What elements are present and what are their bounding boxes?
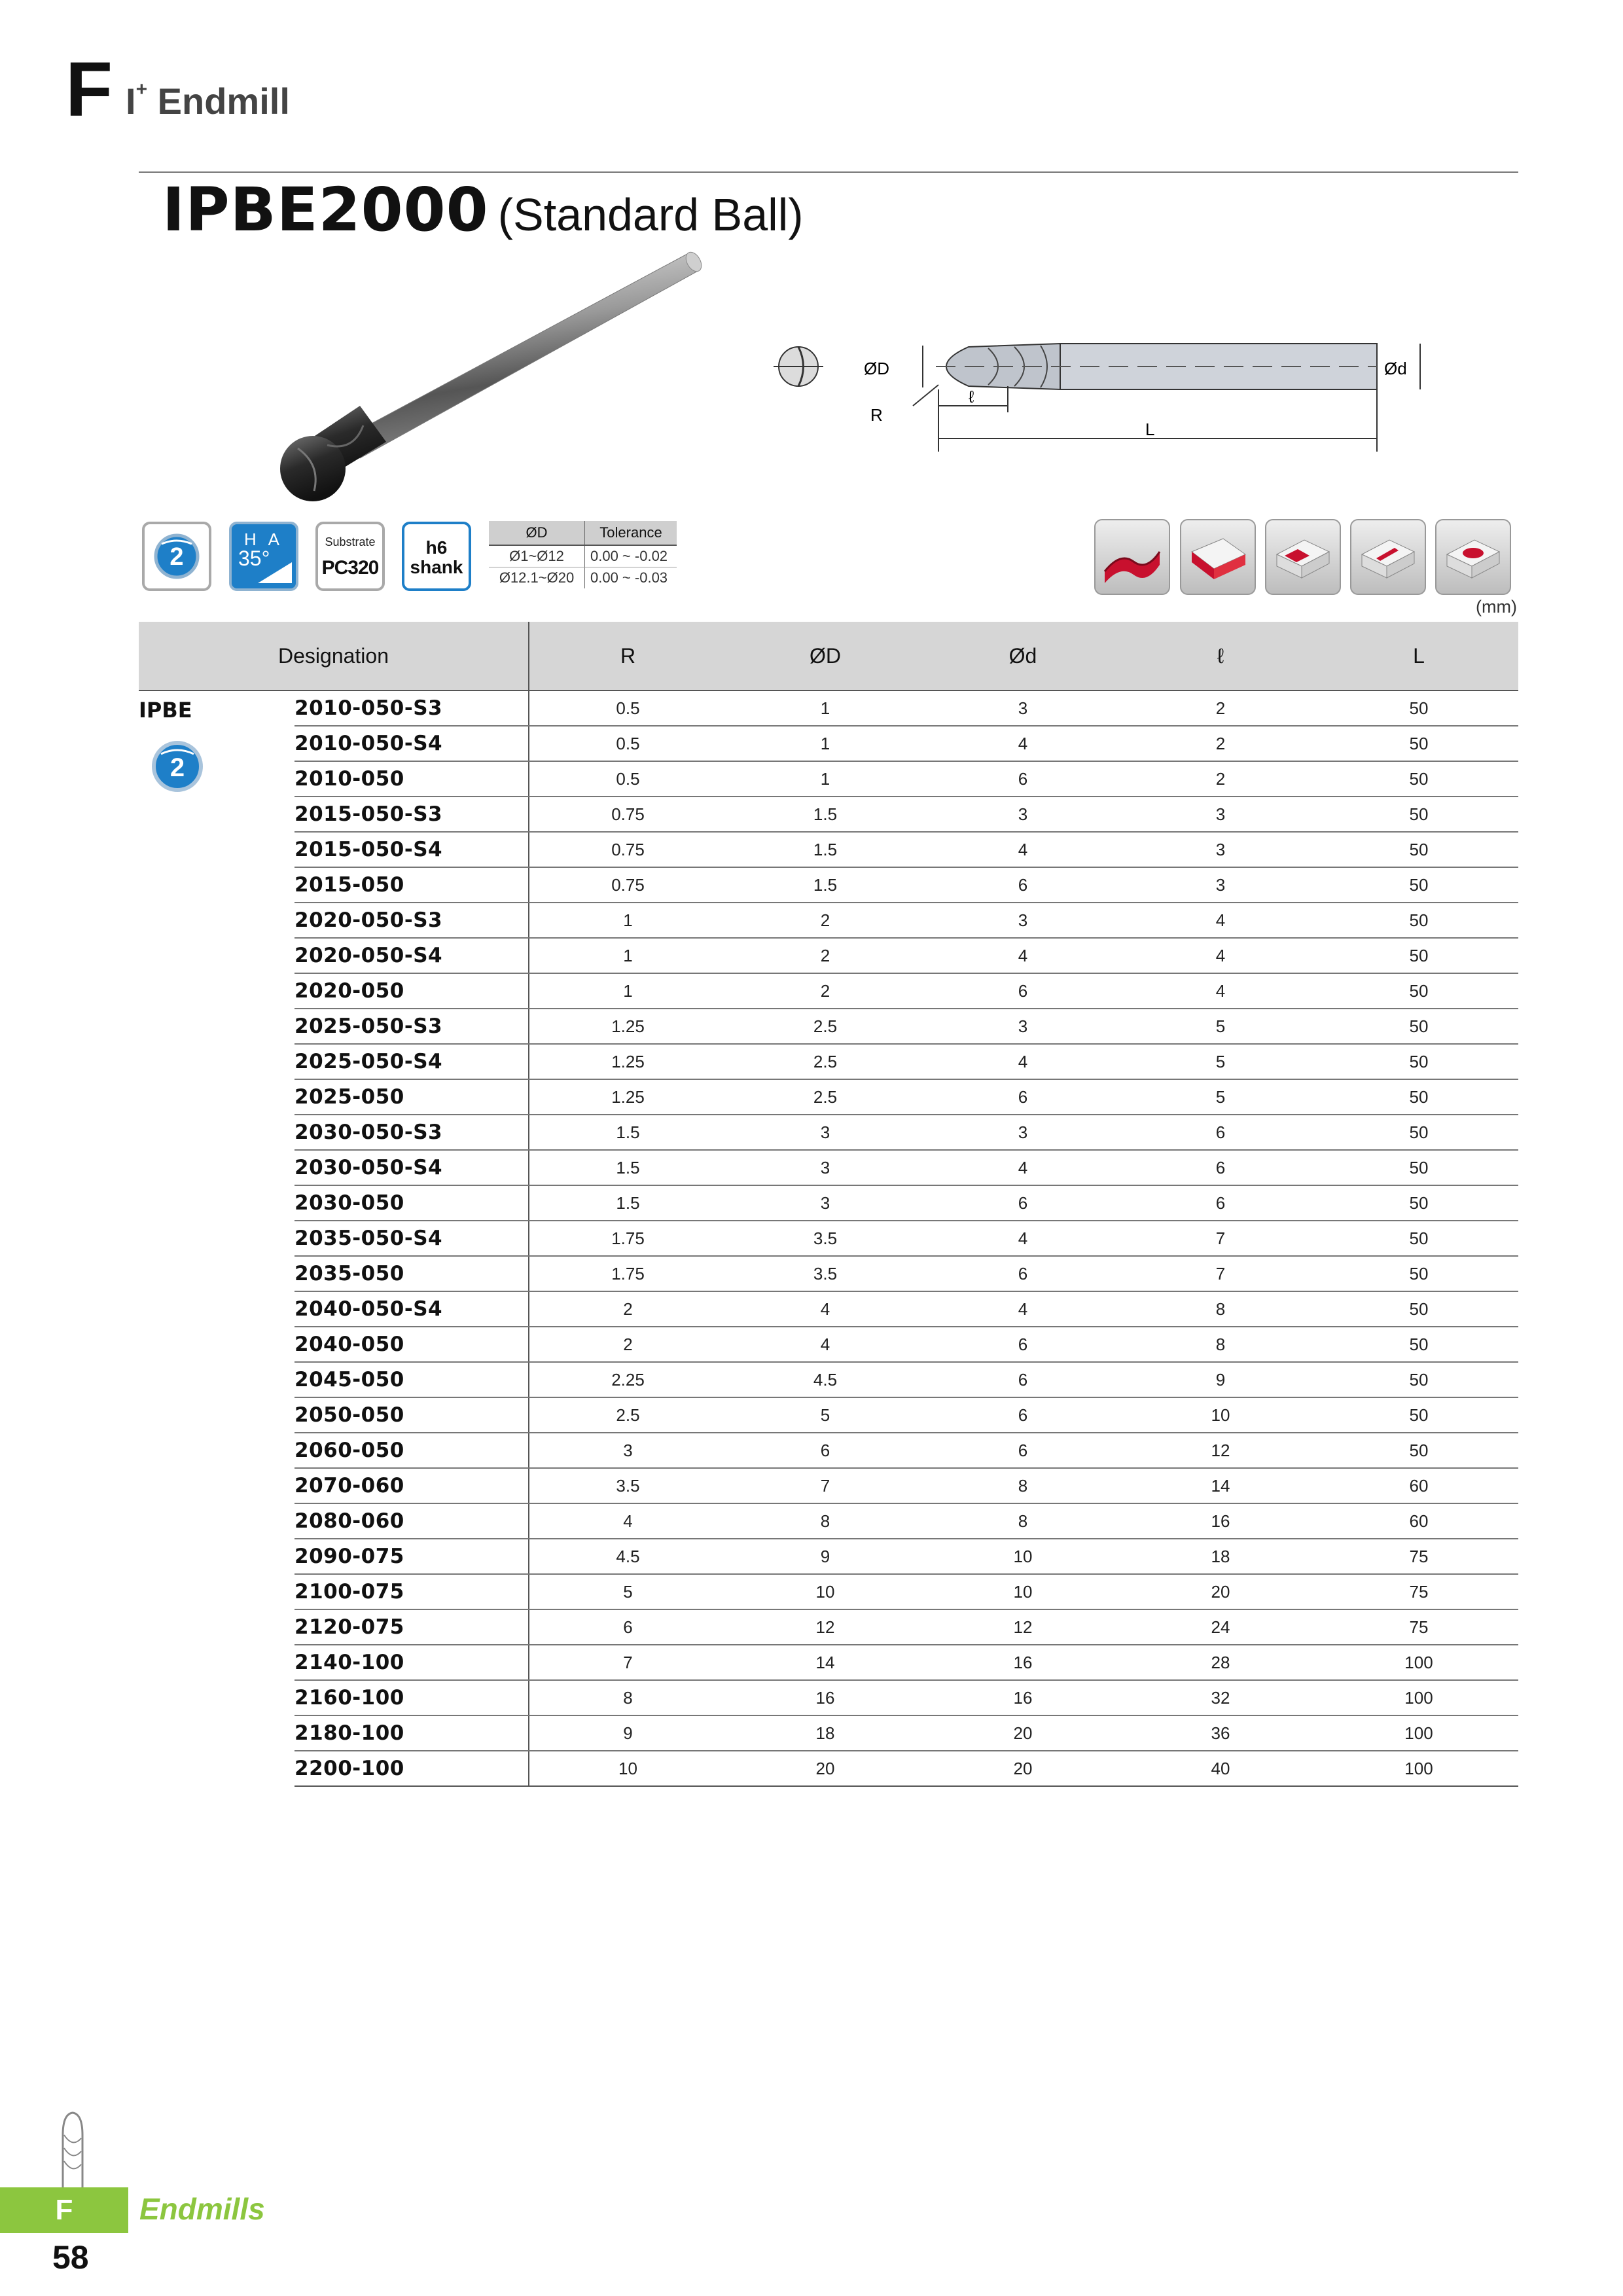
cell-L: 50 xyxy=(1319,1009,1518,1044)
cell-R: 4 xyxy=(529,1503,726,1539)
header-d: Ød xyxy=(924,622,1122,691)
table-row xyxy=(139,1221,1518,1256)
cell-code: 2020-050-S3 xyxy=(294,903,529,938)
cell-L: 50 xyxy=(1319,726,1518,761)
cell-R: 1.5 xyxy=(529,1150,726,1185)
slotting-icon xyxy=(1180,519,1256,595)
cell-D: 2 xyxy=(726,903,924,938)
cell-L: 100 xyxy=(1319,1751,1518,1786)
cell-L: 50 xyxy=(1319,1079,1518,1115)
flute-count: 2 xyxy=(169,543,184,571)
cell-d: 3 xyxy=(924,1115,1122,1150)
section-title-main: I xyxy=(126,81,136,122)
cell-D: 6 xyxy=(726,1433,924,1468)
section-title xyxy=(126,80,290,120)
cell-code: 2050-050 xyxy=(294,1397,529,1433)
table-row xyxy=(139,1256,1518,1291)
cell-code: 2100-075 xyxy=(294,1574,529,1609)
cell-D: 3.5 xyxy=(726,1221,924,1256)
cell-L: 50 xyxy=(1319,1221,1518,1256)
cell-l: 2 xyxy=(1122,726,1319,761)
tolerance-header-D: ØD xyxy=(489,521,585,545)
cell-code: 2090-075 xyxy=(294,1539,529,1574)
endmill-photo xyxy=(229,249,713,504)
tolerance-table xyxy=(489,521,677,588)
cell-D: 1 xyxy=(726,691,924,726)
cell-D: 2 xyxy=(726,973,924,1009)
tolerance-header-tolerance: Tolerance xyxy=(585,521,677,545)
cell-l: 9 xyxy=(1122,1362,1319,1397)
cell-D: 1.5 xyxy=(726,797,924,832)
substrate-label: Substrate xyxy=(325,535,376,548)
table-row xyxy=(139,1751,1518,1786)
cell-d: 4 xyxy=(924,726,1122,761)
table-row xyxy=(139,1645,1518,1680)
cell-D: 10 xyxy=(726,1574,924,1609)
cell-D: 4 xyxy=(726,1327,924,1362)
cell-L: 50 xyxy=(1319,903,1518,938)
unit-label: (mm) xyxy=(1476,597,1517,617)
cell-d: 20 xyxy=(924,1715,1122,1751)
cell-D: 20 xyxy=(726,1751,924,1786)
cell-code: 2160-100 xyxy=(294,1680,529,1715)
cell-code: 2020-050-S4 xyxy=(294,938,529,973)
cell-L: 50 xyxy=(1319,691,1518,726)
cell-D: 1 xyxy=(726,761,924,797)
substrate-badge xyxy=(315,522,385,591)
grooving-icon xyxy=(1350,519,1426,595)
cell-D: 3 xyxy=(726,1185,924,1221)
cell-D: 9 xyxy=(726,1539,924,1574)
cell-d: 16 xyxy=(924,1645,1122,1680)
cell-code: 2040-050 xyxy=(294,1327,529,1362)
cell-d: 10 xyxy=(924,1574,1122,1609)
section-title-rest: Endmill xyxy=(147,81,290,122)
cell-code: 2030-050-S4 xyxy=(294,1150,529,1185)
cell-L: 50 xyxy=(1319,1150,1518,1185)
cell-D: 14 xyxy=(726,1645,924,1680)
cell-d: 6 xyxy=(924,1397,1122,1433)
cell-L: 50 xyxy=(1319,1185,1518,1221)
endmill-outline-icon xyxy=(58,2109,88,2200)
table-row xyxy=(139,1079,1518,1115)
cell-R: 1.75 xyxy=(529,1221,726,1256)
cell-d: 12 xyxy=(924,1609,1122,1645)
cell-L: 50 xyxy=(1319,1433,1518,1468)
helix-angle-icon xyxy=(232,524,296,588)
cell-l: 16 xyxy=(1122,1503,1319,1539)
cell-l: 7 xyxy=(1122,1221,1319,1256)
product-title xyxy=(162,175,804,245)
table-row xyxy=(139,1680,1518,1715)
cell-R: 1 xyxy=(529,938,726,973)
cell-d: 6 xyxy=(924,761,1122,797)
cell-R: 1 xyxy=(529,973,726,1009)
cell-d: 4 xyxy=(924,1044,1122,1079)
series-cell xyxy=(139,691,294,1786)
section-letter: F xyxy=(65,46,113,133)
header-divider xyxy=(139,171,1518,173)
header-l: ℓ xyxy=(1122,622,1319,691)
cell-l: 32 xyxy=(1122,1680,1319,1715)
cell-code: 2025-050-S3 xyxy=(294,1009,529,1044)
cell-l: 2 xyxy=(1122,691,1319,726)
cell-code: 2060-050 xyxy=(294,1433,529,1468)
cell-code: 2025-050 xyxy=(294,1079,529,1115)
table-row xyxy=(139,903,1518,938)
cell-code: 2035-050-S4 xyxy=(294,1221,529,1256)
cell-d: 4 xyxy=(924,832,1122,867)
endmill-technical-drawing xyxy=(772,314,1433,478)
cell-R: 0.5 xyxy=(529,761,726,797)
table-row xyxy=(139,1539,1518,1574)
cell-l: 2 xyxy=(1122,761,1319,797)
cell-R: 2 xyxy=(529,1291,726,1327)
cell-R: 1.25 xyxy=(529,1044,726,1079)
product-subtitle: (Standard Ball) xyxy=(497,189,804,240)
table-row xyxy=(139,1397,1518,1433)
table-row xyxy=(139,938,1518,973)
cell-L: 60 xyxy=(1319,1503,1518,1539)
flute-spiral-icon xyxy=(148,737,207,796)
cell-D: 1.5 xyxy=(726,832,924,867)
cell-R: 0.5 xyxy=(529,726,726,761)
cell-L: 100 xyxy=(1319,1715,1518,1751)
cell-l: 7 xyxy=(1122,1256,1319,1291)
cell-R: 8 xyxy=(529,1680,726,1715)
cell-R: 9 xyxy=(529,1715,726,1751)
cell-D: 3.5 xyxy=(726,1256,924,1291)
cell-l: 5 xyxy=(1122,1079,1319,1115)
cell-l: 14 xyxy=(1122,1468,1319,1503)
cell-R: 5 xyxy=(529,1574,726,1609)
product-table xyxy=(139,622,1518,1787)
cell-L: 100 xyxy=(1319,1645,1518,1680)
section-tab: F xyxy=(0,2187,128,2233)
cell-l: 8 xyxy=(1122,1291,1319,1327)
cell-code: 2025-050-S4 xyxy=(294,1044,529,1079)
product-code: IPBE2000 xyxy=(162,175,489,245)
series-name: IPBE xyxy=(139,698,192,723)
page-number: 58 xyxy=(52,2239,89,2276)
cell-d: 6 xyxy=(924,1185,1122,1221)
cell-code: 2200-100 xyxy=(294,1751,529,1786)
cell-l: 6 xyxy=(1122,1115,1319,1150)
cell-d: 16 xyxy=(924,1680,1122,1715)
cell-L: 50 xyxy=(1319,797,1518,832)
cell-l: 20 xyxy=(1122,1574,1319,1609)
cell-D: 5 xyxy=(726,1397,924,1433)
cell-d: 4 xyxy=(924,1291,1122,1327)
drawing-label-l: ℓ xyxy=(969,387,974,406)
cell-l: 3 xyxy=(1122,832,1319,867)
cell-R: 0.75 xyxy=(529,797,726,832)
cell-D: 1.5 xyxy=(726,867,924,903)
cell-D: 2.5 xyxy=(726,1009,924,1044)
cell-l: 12 xyxy=(1122,1433,1319,1468)
table-row xyxy=(139,691,1518,726)
table-row xyxy=(139,1009,1518,1044)
cell-L: 75 xyxy=(1319,1539,1518,1574)
side-milling-icon xyxy=(1094,519,1170,595)
flute-count-badge xyxy=(142,522,211,591)
drawing-label-L: L xyxy=(1145,420,1155,439)
cell-R: 4.5 xyxy=(529,1539,726,1574)
cell-L: 75 xyxy=(1319,1574,1518,1609)
cell-R: 3.5 xyxy=(529,1468,726,1503)
table-row xyxy=(139,1503,1518,1539)
cell-R: 1.25 xyxy=(529,1009,726,1044)
cell-d: 6 xyxy=(924,1433,1122,1468)
cell-R: 7 xyxy=(529,1645,726,1680)
cell-d: 6 xyxy=(924,1256,1122,1291)
header-R: R xyxy=(529,622,726,691)
shank-tolerance: h6 xyxy=(425,537,448,558)
cell-R: 1.5 xyxy=(529,1115,726,1150)
tolerance-value: 0.00 ~ -0.02 xyxy=(585,545,677,567)
cell-d: 6 xyxy=(924,1327,1122,1362)
cell-D: 18 xyxy=(726,1715,924,1751)
cell-d: 4 xyxy=(924,938,1122,973)
cell-R: 10 xyxy=(529,1751,726,1786)
cell-l: 10 xyxy=(1122,1397,1319,1433)
cell-d: 6 xyxy=(924,867,1122,903)
table-row xyxy=(139,797,1518,832)
cell-L: 50 xyxy=(1319,1256,1518,1291)
cell-L: 50 xyxy=(1319,1327,1518,1362)
cell-l: 5 xyxy=(1122,1044,1319,1079)
cell-D: 12 xyxy=(726,1609,924,1645)
cell-d: 8 xyxy=(924,1468,1122,1503)
cell-code: 2015-050 xyxy=(294,867,529,903)
cell-d: 8 xyxy=(924,1503,1122,1539)
tolerance-range: Ø12.1~Ø20 xyxy=(499,569,575,586)
shoulder-milling-icon xyxy=(1265,519,1341,595)
cell-code: 2120-075 xyxy=(294,1609,529,1645)
cell-R: 3 xyxy=(529,1433,726,1468)
cell-D: 1 xyxy=(726,726,924,761)
table-row xyxy=(139,1327,1518,1362)
table-row xyxy=(139,1574,1518,1609)
table-row xyxy=(139,832,1518,867)
cell-code: 2010-050-S4 xyxy=(294,726,529,761)
cell-L: 50 xyxy=(1319,973,1518,1009)
table-row xyxy=(139,1362,1518,1397)
cell-l: 24 xyxy=(1122,1609,1319,1645)
cell-l: 6 xyxy=(1122,1150,1319,1185)
cell-d: 20 xyxy=(924,1751,1122,1786)
helix-angle-badge xyxy=(229,522,298,591)
cell-code: 2030-050 xyxy=(294,1185,529,1221)
cell-code: 2010-050 xyxy=(294,761,529,797)
helix-value: 35° xyxy=(238,547,270,570)
cell-R: 6 xyxy=(529,1609,726,1645)
table-row xyxy=(139,726,1518,761)
cell-R: 0.75 xyxy=(529,832,726,867)
product-table-body xyxy=(139,691,1518,1786)
cell-R: 2.25 xyxy=(529,1362,726,1397)
header-L: L xyxy=(1319,622,1518,691)
tolerance-range: Ø1~Ø12 xyxy=(489,545,585,567)
cell-code: 2040-050-S4 xyxy=(294,1291,529,1327)
cell-R: 2.5 xyxy=(529,1397,726,1433)
cell-D: 2 xyxy=(726,938,924,973)
header-D: ØD xyxy=(726,622,924,691)
cell-L: 50 xyxy=(1319,1115,1518,1150)
drawing-label-D: ØD xyxy=(864,359,889,378)
cell-d: 3 xyxy=(924,797,1122,832)
cell-code: 2045-050 xyxy=(294,1362,529,1397)
cell-R: 0.75 xyxy=(529,867,726,903)
cell-L: 100 xyxy=(1319,1680,1518,1715)
section-title-sup: + xyxy=(135,79,148,100)
cell-l: 4 xyxy=(1122,938,1319,973)
cell-L: 50 xyxy=(1319,761,1518,797)
helix-label: H A xyxy=(244,529,283,549)
drawing-label-d: Ød xyxy=(1384,359,1407,378)
cell-code: 2010-050-S3 xyxy=(294,691,529,726)
cell-l: 18 xyxy=(1122,1539,1319,1574)
cell-D: 2.5 xyxy=(726,1079,924,1115)
cell-R: 1.5 xyxy=(529,1185,726,1221)
table-row xyxy=(139,1185,1518,1221)
cell-L: 60 xyxy=(1319,1468,1518,1503)
table-row xyxy=(139,1468,1518,1503)
series-flute-count: 2 xyxy=(169,753,185,782)
cell-D: 3 xyxy=(726,1150,924,1185)
cell-L: 50 xyxy=(1319,938,1518,973)
substrate-value: PC320 xyxy=(321,557,379,579)
table-row xyxy=(139,1433,1518,1468)
cell-L: 50 xyxy=(1319,1291,1518,1327)
cell-l: 40 xyxy=(1122,1751,1319,1786)
cell-l: 3 xyxy=(1122,867,1319,903)
cell-l: 8 xyxy=(1122,1327,1319,1362)
table-row xyxy=(139,973,1518,1009)
cell-d: 3 xyxy=(924,903,1122,938)
cell-R: 0.5 xyxy=(529,691,726,726)
cell-code: 2080-060 xyxy=(294,1503,529,1539)
cell-d: 10 xyxy=(924,1539,1122,1574)
cell-code: 2015-050-S3 xyxy=(294,797,529,832)
cell-L: 50 xyxy=(1319,1362,1518,1397)
cell-D: 3 xyxy=(726,1115,924,1150)
table-row xyxy=(139,1291,1518,1327)
cell-l: 6 xyxy=(1122,1185,1319,1221)
cell-D: 4.5 xyxy=(726,1362,924,1397)
cell-D: 8 xyxy=(726,1503,924,1539)
tolerance-value: 0.00 ~ -0.03 xyxy=(585,567,677,589)
drawing-label-R: R xyxy=(870,405,883,425)
cell-d: 3 xyxy=(924,1009,1122,1044)
cell-l: 4 xyxy=(1122,903,1319,938)
section-tab-label: Endmills xyxy=(139,2192,265,2226)
table-row xyxy=(139,1044,1518,1079)
table-row xyxy=(139,1150,1518,1185)
pocketing-icon xyxy=(1435,519,1511,595)
table-row xyxy=(139,1715,1518,1751)
cell-code: 2035-050 xyxy=(294,1256,529,1291)
cell-D: 7 xyxy=(726,1468,924,1503)
cell-d: 4 xyxy=(924,1150,1122,1185)
cell-code: 2030-050-S3 xyxy=(294,1115,529,1150)
cell-L: 50 xyxy=(1319,867,1518,903)
shank-tolerance-badge xyxy=(402,522,471,591)
cell-d: 6 xyxy=(924,973,1122,1009)
cell-l: 36 xyxy=(1122,1715,1319,1751)
cell-L: 75 xyxy=(1319,1609,1518,1645)
header-designation: Designation xyxy=(139,622,529,691)
cell-l: 3 xyxy=(1122,797,1319,832)
cell-code: 2140-100 xyxy=(294,1645,529,1680)
flute-spiral-icon xyxy=(145,524,209,588)
table-row xyxy=(139,867,1518,903)
cell-d: 6 xyxy=(924,1079,1122,1115)
cell-code: 2070-060 xyxy=(294,1468,529,1503)
cell-d: 6 xyxy=(924,1362,1122,1397)
cell-code: 2180-100 xyxy=(294,1715,529,1751)
shank-label: shank xyxy=(410,557,463,577)
cell-D: 2.5 xyxy=(726,1044,924,1079)
cell-d: 4 xyxy=(924,1221,1122,1256)
cell-L: 50 xyxy=(1319,1044,1518,1079)
cell-l: 4 xyxy=(1122,973,1319,1009)
table-row xyxy=(139,1609,1518,1645)
cell-R: 1.75 xyxy=(529,1256,726,1291)
cell-l: 5 xyxy=(1122,1009,1319,1044)
cell-R: 1.25 xyxy=(529,1079,726,1115)
table-row xyxy=(139,1115,1518,1150)
cell-R: 2 xyxy=(529,1327,726,1362)
cell-l: 28 xyxy=(1122,1645,1319,1680)
cell-L: 50 xyxy=(1319,1397,1518,1433)
cell-R: 1 xyxy=(529,903,726,938)
cell-D: 4 xyxy=(726,1291,924,1327)
table-row xyxy=(139,761,1518,797)
cell-code: 2015-050-S4 xyxy=(294,832,529,867)
cell-d: 3 xyxy=(924,691,1122,726)
cell-L: 50 xyxy=(1319,832,1518,867)
cell-D: 16 xyxy=(726,1680,924,1715)
cell-code: 2020-050 xyxy=(294,973,529,1009)
